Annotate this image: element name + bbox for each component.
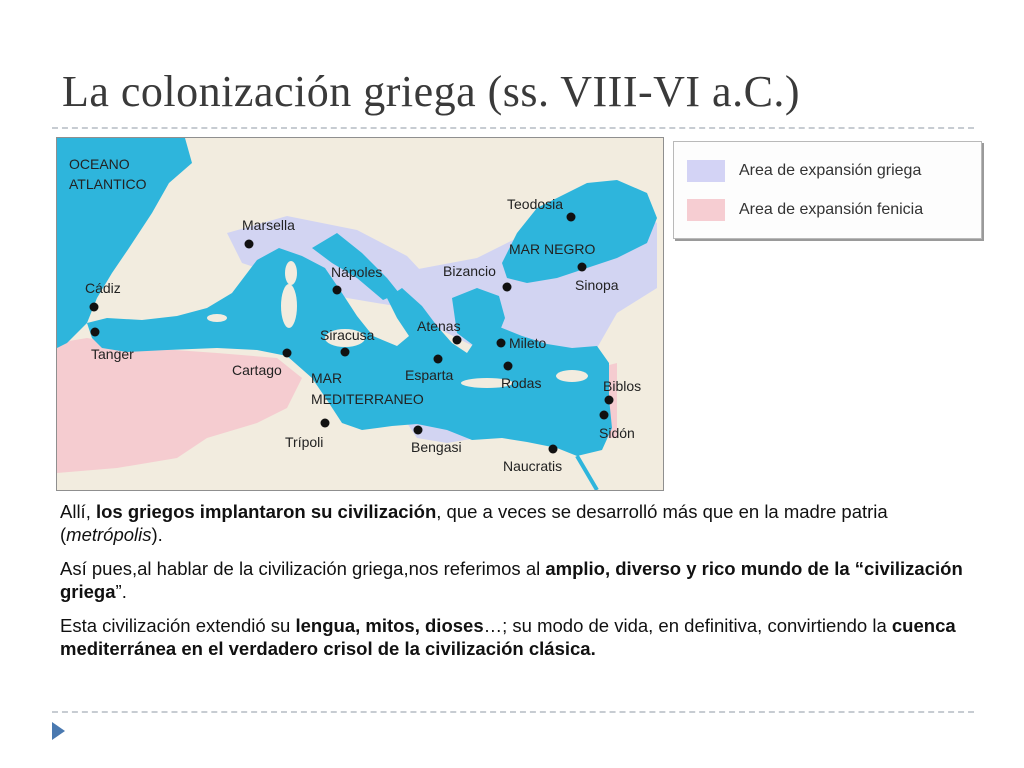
map-legend xyxy=(673,141,982,239)
paragraph-1 xyxy=(60,500,970,546)
svg-text:Esparta: Esparta xyxy=(405,367,454,383)
svg-text:Biblos: Biblos xyxy=(603,378,642,394)
mediterranean-label: MAR MEDITERRANEO xyxy=(311,370,424,407)
legend-swatch-phoenician xyxy=(687,199,725,221)
p1-text-c: , que a veces se desarrolló más que en la madre patria ( xyxy=(60,501,888,545)
svg-text:Sinopa: Sinopa xyxy=(575,277,619,293)
title-divider xyxy=(52,127,974,129)
footer-divider xyxy=(52,711,974,713)
island-corsica xyxy=(285,261,297,285)
p2-emphasis: amplio, diverso y rico mundo de la “civilización griega xyxy=(60,558,963,602)
legend-item-phoenician xyxy=(687,199,923,221)
p3-emphasis-2: cuenca mediterránea en el verdadero crisol de la civilización clásica. xyxy=(60,615,956,659)
svg-text:Siracusa: Siracusa xyxy=(320,327,375,343)
atlantic-label: OCEANO ATLANTICO xyxy=(69,156,147,192)
p1-text-a: Allí, xyxy=(60,501,96,522)
p1-text-e: ). xyxy=(151,524,163,545)
p1-italic: metrópolis xyxy=(66,524,152,545)
p1-emphasis: los griegos implantaron su civilización xyxy=(95,501,437,522)
slide-body xyxy=(60,500,970,671)
svg-text:Bengasi: Bengasi xyxy=(411,439,462,455)
svg-text:Teodosia: Teodosia xyxy=(507,196,564,212)
p2-text-c: ”. xyxy=(115,581,127,602)
paragraph-2 xyxy=(60,557,970,603)
svg-text:Mileto: Mileto xyxy=(509,335,547,351)
svg-text:Cádiz: Cádiz xyxy=(85,280,121,296)
slide-bullet-icon xyxy=(52,722,65,740)
legend-swatch-greek xyxy=(687,160,725,182)
colonization-map xyxy=(56,137,664,491)
svg-text:Naucratis: Naucratis xyxy=(503,458,563,474)
svg-text:Sidón: Sidón xyxy=(599,425,635,441)
paragraph-3 xyxy=(60,614,970,660)
svg-text:Trípoli: Trípoli xyxy=(285,434,324,450)
island-sardinia xyxy=(281,284,297,328)
svg-text:Tanger: Tanger xyxy=(91,346,134,362)
black-sea-label: MAR NEGRO xyxy=(509,241,596,257)
island-baleares xyxy=(207,314,227,322)
p3-text-a: Esta civilización extendió su xyxy=(60,615,296,636)
legend-label-phoenician: Area de expansión fenicia xyxy=(739,201,924,218)
p2-text-a: Así pues,al hablar de la civilización griega,nos referimos al xyxy=(60,558,546,579)
svg-text:Atenas: Atenas xyxy=(417,318,461,334)
svg-text:Cartago: Cartago xyxy=(232,362,282,378)
slide-title: La colonización griega (ss. VIII-VI a.C.) xyxy=(62,67,801,116)
svg-text:Nápoles: Nápoles xyxy=(331,264,383,280)
svg-text:Bizancio: Bizancio xyxy=(443,263,496,279)
svg-text:Rodas: Rodas xyxy=(501,375,542,391)
island-cyprus xyxy=(556,370,588,382)
p3-emphasis-1: lengua, mitos, dioses xyxy=(295,615,484,636)
p3-text-c: …; su modo de vida, en definitiva, convirtiendo la xyxy=(483,615,892,636)
legend-item-greek xyxy=(687,160,921,182)
map-graphic xyxy=(57,138,663,490)
legend-label-greek: Area de expansión griega xyxy=(739,162,922,179)
svg-text:Marsella: Marsella xyxy=(242,217,295,233)
